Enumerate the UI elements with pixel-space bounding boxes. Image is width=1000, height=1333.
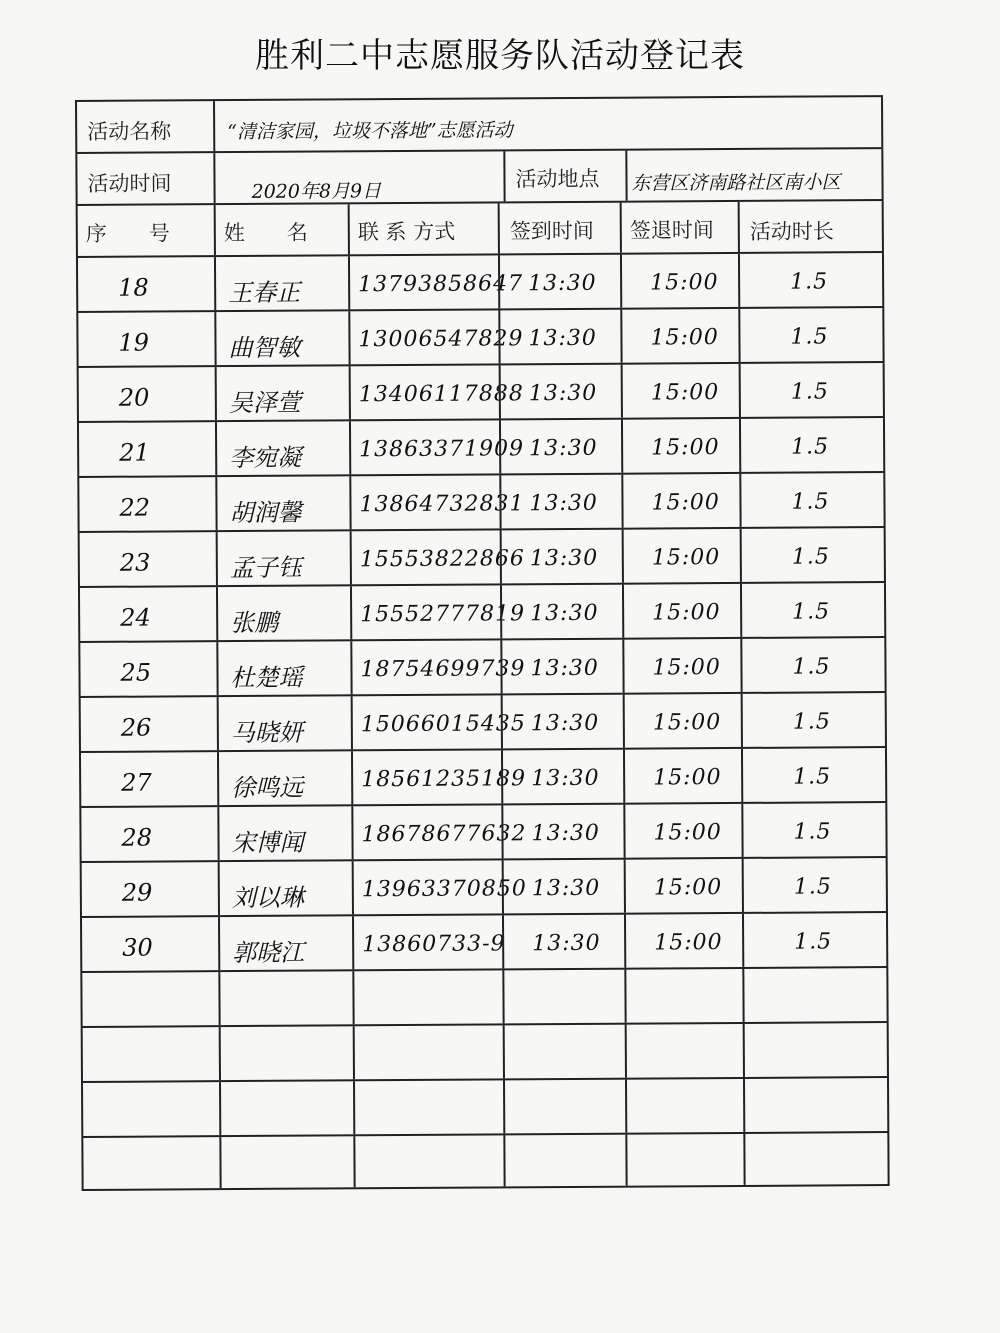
cell-name: 张鹏 <box>230 608 279 638</box>
column-header-checkin: 签到时间 <box>509 218 594 244</box>
cell-checkout: 15:00 <box>653 820 722 846</box>
cell-checkout: 15:00 <box>653 765 722 791</box>
cell-checkin: 13:30 <box>530 710 600 737</box>
cell-duration: 1.5 <box>790 379 829 405</box>
table-row <box>81 1076 889 1136</box>
cell-contact: 13793858647 <box>358 271 524 298</box>
cell-name: 孟子钰 <box>229 553 302 583</box>
cell-seq: 28 <box>121 823 153 852</box>
cell-name: 宋博闻 <box>231 828 304 858</box>
cell-name: 李宛凝 <box>229 443 302 473</box>
cell-contact: 13860733-9 <box>362 931 506 958</box>
cell-contact: 13864732831 <box>359 491 525 518</box>
cell-checkin: 13:30 <box>532 930 601 957</box>
cell-seq: 27 <box>121 768 152 797</box>
activity-name-label: 活动名称 <box>87 119 172 144</box>
cell-seq: 30 <box>122 933 153 962</box>
page-title: 胜利二中志愿服务队活动登记表 <box>255 36 745 76</box>
cell-checkin: 13:30 <box>528 270 597 297</box>
cell-name: 马晓妍 <box>230 718 303 748</box>
cell-name: 王春正 <box>228 278 301 308</box>
cell-duration: 1.5 <box>792 599 831 625</box>
cell-checkout: 15:00 <box>652 655 721 681</box>
cell-seq: 29 <box>121 878 153 907</box>
table-row <box>80 966 888 1026</box>
cell-contact: 18678677632 <box>361 821 527 848</box>
cell-checkout: 15:00 <box>652 600 721 626</box>
cell-seq: 22 <box>119 493 151 522</box>
table-row <box>79 691 887 751</box>
cell-name: 吴泽萱 <box>228 388 301 418</box>
activity-place-label: 活动地点 <box>515 166 600 192</box>
cell-duration: 1.5 <box>794 929 833 955</box>
table-row <box>76 306 884 366</box>
registration-table <box>75 95 890 1200</box>
table-row <box>77 471 885 531</box>
cell-contact: 13863371909 <box>359 436 525 463</box>
cell-checkout: 15:00 <box>654 930 723 956</box>
cell-checkout: 15:00 <box>651 545 721 571</box>
cell-checkout: 15:00 <box>651 435 720 461</box>
table-row <box>79 801 887 861</box>
cell-seq: 21 <box>119 438 150 467</box>
cell-checkin: 13:30 <box>528 325 597 352</box>
cell-seq: 18 <box>118 273 149 302</box>
cell-checkin: 13:30 <box>529 545 599 572</box>
cell-seq: 25 <box>120 658 152 687</box>
cell-contact: 18754699739 <box>360 656 526 683</box>
activity-name-row <box>75 95 883 152</box>
cell-checkin: 13:30 <box>531 820 600 847</box>
column-header-contact: 联 系 方式 <box>357 219 456 245</box>
table-row <box>78 526 886 586</box>
cell-seq: 26 <box>120 713 152 742</box>
cell-checkout: 15:00 <box>652 710 722 736</box>
table-row <box>77 361 885 421</box>
cell-name: 刘以琳 <box>231 883 304 913</box>
cell-name: 胡润馨 <box>229 498 302 528</box>
cell-checkout: 15:00 <box>650 270 719 296</box>
activity-name-value: “清洁家园，垃圾不落地”志愿活动 <box>227 119 513 144</box>
cell-contact: 13006547829 <box>358 326 524 353</box>
cell-duration: 1.5 <box>791 544 830 570</box>
column-header-duration: 活动时长 <box>749 219 834 244</box>
cell-checkout: 15:00 <box>651 490 720 516</box>
column-header-checkout: 签退时间 <box>629 218 714 243</box>
cell-checkin: 13:30 <box>531 875 601 902</box>
cell-duration: 1.5 <box>790 269 829 295</box>
cell-contact: 15553822866 <box>359 546 525 573</box>
cell-duration: 1.5 <box>791 489 830 515</box>
activity-time-value: 2020年8月9日 <box>251 180 382 203</box>
activity-time-row <box>75 147 883 204</box>
cell-contact: 13406117888 <box>358 381 524 408</box>
column-header-name: 姓 名 <box>223 220 308 246</box>
table-row <box>79 746 887 806</box>
cell-checkin: 13:30 <box>530 600 599 627</box>
cell-checkout: 15:00 <box>653 875 723 901</box>
cell-duration: 1.5 <box>792 709 831 735</box>
cell-checkin: 13:30 <box>528 380 598 407</box>
cell-contact: 15552777819 <box>360 601 526 628</box>
cell-duration: 1.5 <box>793 874 832 900</box>
cell-checkout: 15:00 <box>650 325 719 351</box>
cell-name: 徐鸣远 <box>231 773 304 803</box>
column-header-seq: 序 号 <box>85 221 170 246</box>
cell-duration: 1.5 <box>793 764 832 790</box>
cell-seq: 20 <box>118 383 150 412</box>
table-row <box>81 1131 889 1191</box>
cell-duration: 1.5 <box>793 819 832 845</box>
cell-contact: 15066015435 <box>360 711 526 738</box>
table-row <box>77 416 885 476</box>
cell-checkin: 13:30 <box>529 490 598 517</box>
cell-checkin: 13:30 <box>529 435 598 462</box>
table-row <box>78 636 886 696</box>
cell-name: 郭晓江 <box>232 938 305 968</box>
cell-checkout: 15:00 <box>650 380 720 406</box>
cell-duration: 1.5 <box>790 324 829 350</box>
table-row <box>81 1021 889 1081</box>
table-row <box>80 856 888 916</box>
header-row <box>76 199 884 256</box>
table-row <box>76 251 884 311</box>
cell-checkin: 13:30 <box>530 655 599 682</box>
cell-contact: 18561235189 <box>361 766 527 793</box>
table-row <box>80 911 888 971</box>
cell-seq: 23 <box>119 548 151 577</box>
cell-duration: 1.5 <box>792 654 831 680</box>
cell-duration: 1.5 <box>791 434 830 460</box>
cell-name: 杜楚瑶 <box>230 663 303 693</box>
cell-seq: 19 <box>118 328 150 357</box>
activity-place-value: 东营区济南路社区南小区 <box>631 171 841 195</box>
cell-contact: 13963370850 <box>361 876 527 903</box>
table-row <box>78 581 886 641</box>
activity-time-label: 活动时间 <box>87 171 172 196</box>
cell-seq: 24 <box>120 603 151 632</box>
cell-name: 曲智敏 <box>228 333 301 363</box>
cell-checkin: 13:30 <box>531 765 600 792</box>
